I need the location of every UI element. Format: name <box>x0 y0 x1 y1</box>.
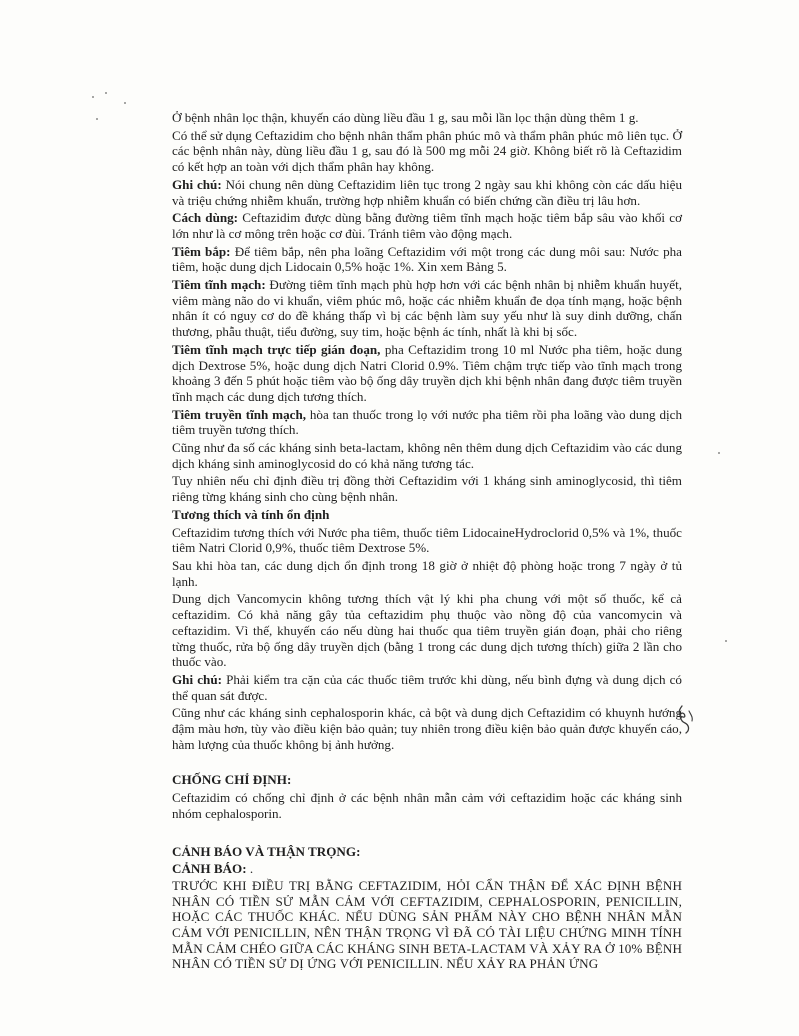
warnings-text: TRƯỚC KHI ĐIỀU TRỊ BẰNG CEFTAZIDIM, HỎI CẨN THẬN ĐỂ XÁC ĐỊNH BỆNH NHÂN CÓ TIỀN SỬ MẪN CẢM VỚI CEFTAZIDIM, CEPHALOSPORIN, PENICILLIN, HOẶC CÁC THUỐC KHÁC. NẾU DÙNG SẢN PHẨM NÀY CHO BỆNH NHÂN MẪN CẢM VỚI PENICILLIN, NÊN THẬN TRỌNG VÌ ĐÃ CÓ TÀI LIỆU CHỨNG MINH TÍNH MẪN CẢM CHÉO GIỮA CÁC KHÁNG SINH BETA-LACTAM VÀ XẢY RA Ở 10% BỆNH NHÂN CÓ TIỀN SỬ DỊ ỨNG VỚI PENICILLIN. NẾU XẢY RA PHẢN ỨNG <box>172 877 682 972</box>
dosage-paragraph <box>172 128 682 175</box>
dosage-paragraph-text: Nói chung nên dùng Ceftazidim liên tục trong 2 ngày sau khi không còn các dấu hiệu và triệu chứng nhiễm khuẩn, trường hợp nhiễm khuẩn có biến chứng cần điều trị lâu hơn. <box>172 176 682 208</box>
compat-paragraph <box>172 705 682 752</box>
dosage-paragraph-text: pha Ceftazidim trong 10 ml Nước pha tiêm, hoặc dung dịch Dextrose 5%, hoặc dung dịch Natri Clorid 0.9%. Tiêm chậm trực tiếp vào tĩnh mạch trong khoảng 3 đến 5 phút hoặc tiêm vào bộ ống dây truyền dịch khi bệnh nhân đang được tiêm truyền tĩnh mạch các dung dịch tương thích. <box>172 341 682 404</box>
contraindications-heading: CHỐNG CHỈ ĐỊNH: <box>172 772 292 788</box>
dosage-paragraph-label: Tiêm truyền tĩnh mạch, <box>172 406 306 422</box>
compat-paragraph <box>172 672 682 703</box>
compat-paragraph-label: Ghi chú: <box>172 671 222 687</box>
dosage-paragraph-text: Tuy nhiên nếu chỉ định điều trị đồng thời Ceftazidim với 1 kháng sinh aminoglycosid, thì tiêm riêng từng kháng sinh cho cùng bệnh nhân. <box>172 473 682 505</box>
dosage-paragraph <box>172 177 682 208</box>
document-body <box>172 110 682 974</box>
dosage-paragraph-label: Cách dùng: <box>172 210 239 226</box>
dosage-paragraph-text: Để tiêm bắp, nên pha loãng Ceftazidim với một trong các dung môi sau: Nước pha tiêm, hoặc dung dịch Lidocain 0,5% hoặc 1%. Xin xem Bảng 5. <box>172 243 682 275</box>
dosage-paragraph-label: Tiêm tĩnh mạch: <box>172 277 266 293</box>
dosage-paragraph <box>172 407 682 438</box>
contraindications-text: Ceftazidim có chống chỉ định ở các bệnh nhân mẫn cảm với ceftazidim hoặc các kháng sinh nhóm cephalosporin. <box>172 790 682 821</box>
dosage-paragraph <box>172 110 682 126</box>
compatibility-section <box>172 525 682 753</box>
dosage-paragraph-label: Tiêm tĩnh mạch trực tiếp gián đoạn, <box>172 341 381 357</box>
warnings-heading: CẢNH BÁO VÀ THẬN TRỌNG: <box>172 843 361 859</box>
dosage-paragraph <box>172 473 682 504</box>
compat-paragraph <box>172 525 682 556</box>
dosage-paragraph-text: Cũng như đa số các kháng sinh beta-lactam, không nên thêm dung dịch Ceftazidim vào các dung dịch kháng sinh aminoglycosid do có khả năng tương tác. <box>172 440 682 471</box>
dosage-paragraph <box>172 342 682 405</box>
compat-paragraph-text: Phải kiểm tra cặn của các thuốc tiêm trước khi dùng, nếu bình đựng và dung dịch có thể quan sát được. <box>172 671 682 703</box>
dosage-notes-section <box>172 110 682 505</box>
compat-paragraph-text: Dung dịch Vancomycin không tương thích vật lý khi pha chung với một số thuốc, kể cả ceftazidim. Có khả năng gây tủa ceftazidim phụ thuộc vào nồng độ của vancomycin và ceftazidim. Vì thế, khuyến cáo nếu dùng hai thuốc qua tiêm truyền gián đoạn, phải cho riêng từng thuốc, rửa bộ ống dây truyền dịch (bằng 1 trong các dung dịch tương thích) giữa 2 lần cho thuốc vào. <box>172 591 682 670</box>
dosage-paragraph-text: Ở bệnh nhân lọc thận, khuyến cáo dùng liều đầu 1 g, sau mỗi lần lọc thận dùng thêm 1 g. <box>172 110 639 125</box>
dosage-paragraph-text: hòa tan thuốc trong lọ với nước pha tiêm rồi pha loãng vào dung dịch tiêm truyền tương thích. <box>172 406 682 438</box>
dosage-paragraph-label: Tiêm bắp: <box>172 243 231 259</box>
compat-paragraph <box>172 558 682 589</box>
dosage-paragraph <box>172 277 682 340</box>
dosage-paragraph-text: Ceftazidim được dùng bằng đường tiêm tĩnh mạch hoặc tiêm bắp sâu vào khối cơ lớn như là cơ mông trên hoặc cơ đùi. Tránh tiêm vào động mạch. <box>172 210 682 241</box>
dosage-paragraph-text: Có thể sử dụng Ceftazidim cho bệnh nhân thẩm phân phúc mô và thẩm phân phúc mô liên tục. Ở các bệnh nhân này, dùng liều đầu 1 g, sau đó là 500 mg mỗi 24 giờ. Không biết rõ là Ceftazidim có kết hợp an toàn với dịch thẩm phân hay không. <box>172 127 682 175</box>
compat-paragraph-text: Ceftazidim tương thích với Nước pha tiêm, thuốc tiêm LidocaineHydroclorid 0,5% và 1%, thuốc tiêm Natri Clorid 0,9%, thuốc tiêm Dextrose 5%. <box>172 524 682 556</box>
warnings-subheading <box>172 861 682 877</box>
compat-paragraph-text: Sau khi hòa tan, các dung dịch ổn định trong 18 giờ ở nhiệt độ phòng hoặc trong 7 ngày ở tủ lạnh. <box>172 557 682 589</box>
compatibility-heading: Tương thích và tính ổn định <box>172 506 330 522</box>
dosage-paragraph-label: Ghi chú: <box>172 176 222 192</box>
dosage-paragraph <box>172 210 682 241</box>
dosage-paragraph-text: Đường tiêm tĩnh mạch phù hợp hơn với các bệnh nhân bị nhiễm khuẩn huyết, viêm màng não do vi khuẩn, viêm phúc mô, hoặc các nhiễm khuẩn đe dọa tính mạng, hoặc bệnh nhân ít có nguy cơ do đề kháng thấp vì bị các bệnh làm suy yếu như là suy dinh dưỡng, chấn thương, phẫu thuật, tiểu đường, suy tim, hoặc bệnh ác tính, nhất là khi bị sốc. <box>172 277 682 340</box>
warnings-sub-label: CẢNH BÁO: <box>172 861 247 877</box>
dosage-paragraph <box>172 244 682 275</box>
compat-paragraph-text: Cũng như các kháng sinh cephalosporin khác, cả bột và dung dịch Ceftazidim có khuynh hướng đậm màu hơn, tùy vào điều kiện bảo quản; tuy nhiên trong điều kiện bảo quản được khuyến cáo, hàm lượng của thuốc không bị ảnh hưởng. <box>172 705 682 752</box>
compat-paragraph <box>172 591 682 670</box>
handwritten-initials-mark <box>672 702 700 736</box>
dosage-paragraph <box>172 440 682 471</box>
warnings-sub-tail: . <box>246 861 254 877</box>
